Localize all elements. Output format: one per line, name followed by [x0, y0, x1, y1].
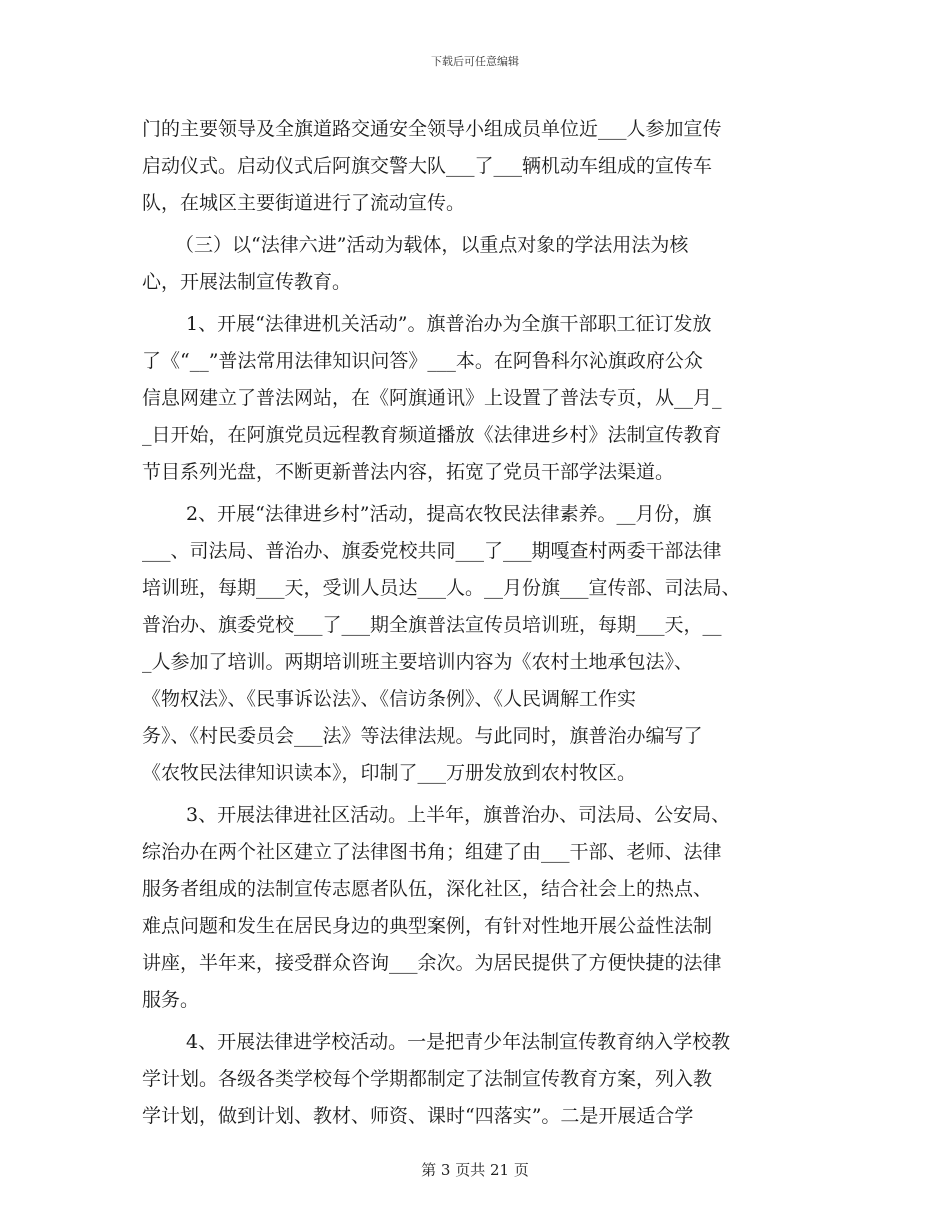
text-line: 1、开展“法律进机关活动”。旗普治办为全旗干部职工征订发放 — [186, 313, 712, 335]
text-line: 信息网建立了普法网站，在《阿旗通讯》上设置了普法专页，从__月_ — [142, 387, 722, 409]
text-line: （三）以“法律六进”活动为载体，以重点对象的学法用法为核 — [175, 234, 689, 256]
text-line: 启动仪式。启动仪式后阿旗交警大队___了___辆机动车组成的宣传车 — [142, 155, 713, 177]
page-header-note: 下载后可任意编辑 — [431, 55, 519, 68]
text-line: 培训班，每期___天，受训人员达___人。__月份旗___宣传部、司法局、 — [142, 577, 741, 599]
text-line: 《物权法》、《民事诉讼法》、《信访条例》、《人民调解工作实 — [142, 688, 637, 710]
text-line: 服务者组成的法制宣传志愿者队伍，深化社区，结合社会上的热点、 — [142, 878, 713, 900]
text-line: 了《“__”普法常用法律知识问答》___本。在阿鲁科尔沁旗政府公众 — [142, 350, 703, 372]
text-line: 务》、《村民委员会___法》等法律法规。与此同时，旗普治办编写了 — [142, 725, 703, 747]
text-line: 难点问题和发生在居民身边的典型案例，有针对性地开展公益性法制 — [142, 915, 713, 937]
text-line: 队，在城区主要街道进行了流动宣传。 — [142, 192, 466, 214]
text-line: _日开始，在阿旗党员远程教育频道播放《法律进乡村》法制宣传教育 — [142, 424, 722, 446]
text-line: 服务。 — [142, 989, 200, 1011]
text-line: 节目系列光盘，不断更新普法内容，拓宽了党员干部学法渠道。 — [142, 461, 675, 483]
text-line: 4、开展法律进学校活动。一是把青少年法制宣传教育纳入学校教 — [186, 1031, 731, 1053]
text-line: 学计划，做到计划、教材、师资、课时“四落实”。二是开展适合学 — [142, 1105, 694, 1127]
text-line: 学计划。各级各类学校每个学期都制定了法制宣传教育方案，列入教 — [142, 1068, 713, 1090]
text-line: 门的主要领导及全旗道路交通安全领导小组成员单位近___人参加宣传 — [142, 118, 722, 140]
page-number: 第 3 页共 21 页 — [421, 1161, 529, 1179]
text-line: 3、开展法律进社区活动。上半年，旗普治办、司法局、公安局、 — [186, 804, 731, 826]
text-line: 综治办在两个社区建立了法律图书角；组建了由___干部、老师、法律 — [142, 841, 722, 863]
text-line: 心，开展法制宣传教育。 — [142, 271, 352, 293]
text-line: 讲座，半年来，接受群众咨询___余次。为居民提供了方便快捷的法律 — [142, 952, 722, 974]
text-line: 普治办、旗委党校___了___期全旗普法宣传员培训班，每期___天，__ — [142, 614, 722, 636]
text-line: _人参加了培训。两期培训班主要培训内容为《农村土地承包法》、 — [142, 651, 694, 673]
text-line: ___、司法局、普治办、旗委党校共同___了___期嘎查村两委干部法律 — [142, 540, 722, 562]
text-line: 《农牧民法律知识读本》，印制了___万册发放到农村牧区。 — [142, 762, 637, 784]
text-line: 2、开展“法律进乡村”活动，提高农牧民法律素养。__月份，旗 — [186, 503, 712, 525]
document-body — [142, 111, 807, 1135]
